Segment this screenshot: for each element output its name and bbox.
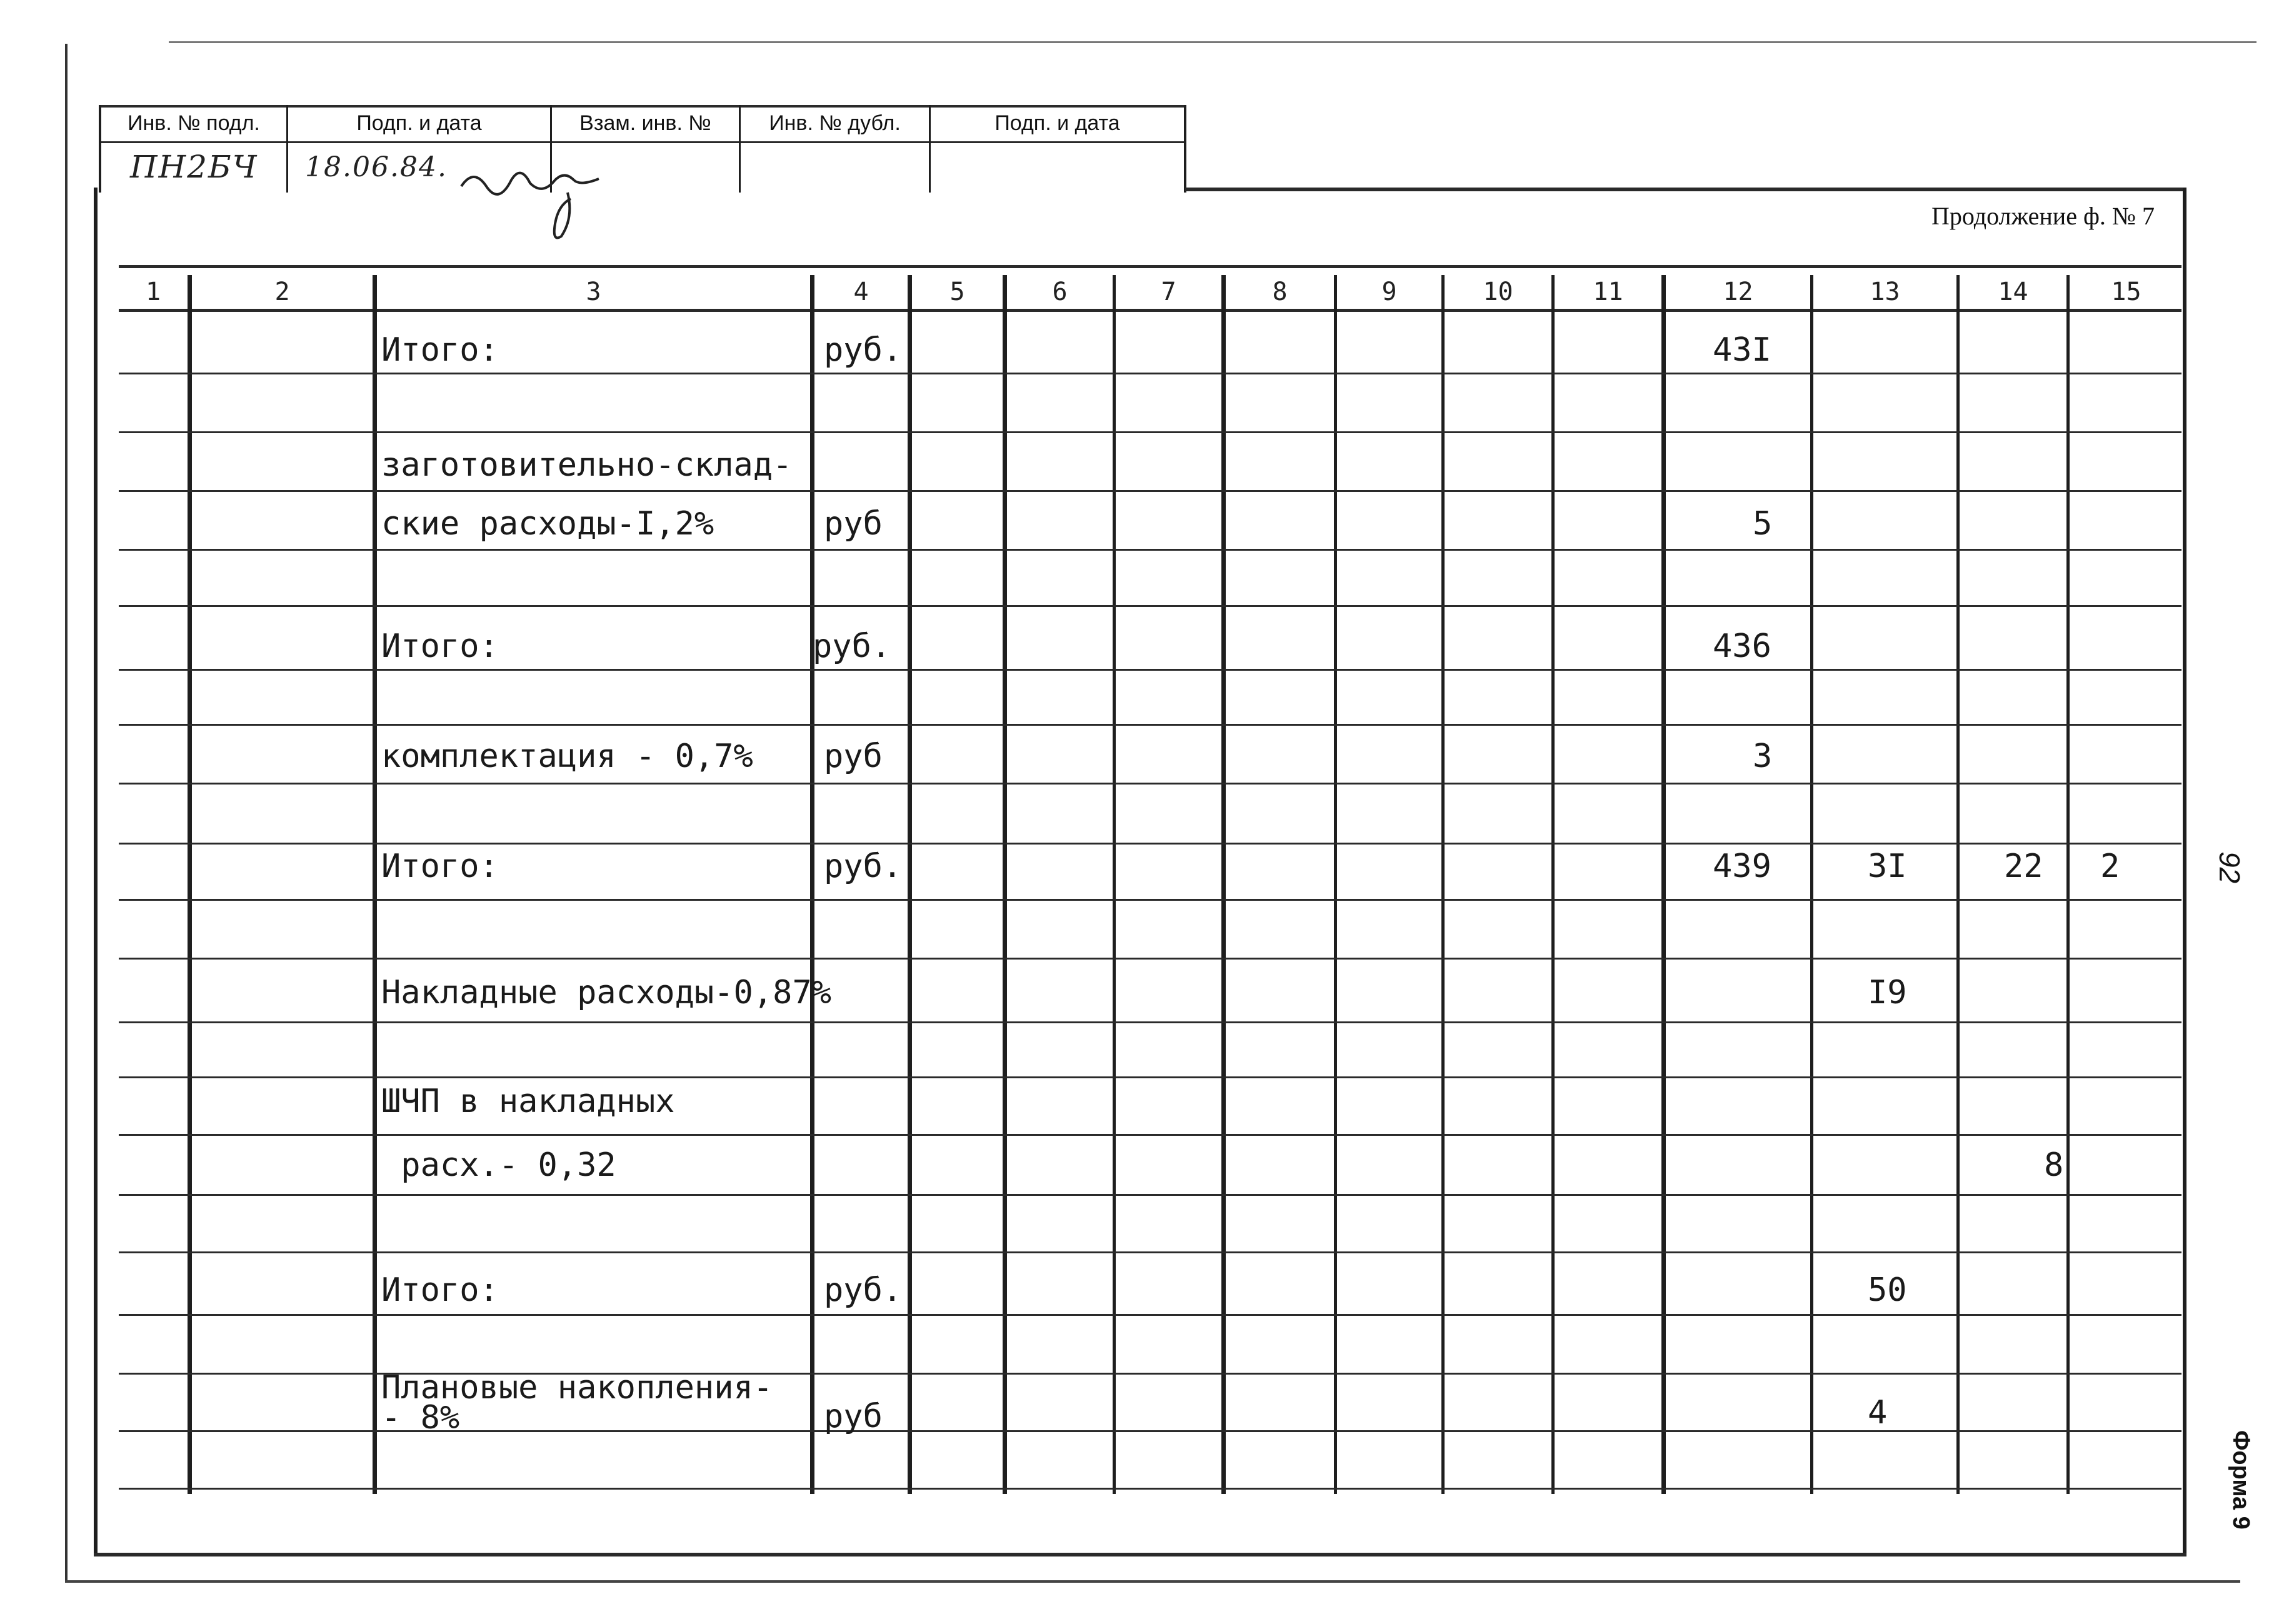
col-divider: [810, 275, 814, 1494]
form-frame-top: [1185, 188, 2185, 191]
col-number-5: 5: [949, 278, 965, 306]
stamp-header-podp-data-2: Подп. и дата: [994, 111, 1120, 135]
row-col14: 8: [2044, 1146, 2064, 1184]
row-col12: 439: [1713, 848, 1771, 885]
col-divider: [1661, 275, 1666, 1494]
col-divider: [908, 275, 912, 1494]
row-col12: 3: [1753, 738, 1773, 775]
row-col13: 3I: [1868, 848, 1907, 885]
page-number: 92: [2213, 851, 2246, 884]
row-desc: - 8%: [381, 1399, 460, 1436]
row-line: [119, 1194, 2181, 1196]
row-line: [119, 843, 2181, 845]
col-number-1: 1: [145, 278, 161, 306]
col-number-8: 8: [1272, 278, 1288, 306]
header-bottom-line: [119, 309, 2181, 312]
row-line: [119, 1076, 2181, 1078]
row-line: [119, 490, 2181, 492]
form-frame-bottom: [94, 1553, 2186, 1556]
col-number-3: 3: [586, 278, 601, 306]
col-divider: [188, 275, 192, 1494]
col-number-4: 4: [853, 278, 869, 306]
row-line: [119, 605, 2181, 607]
row-line: [119, 373, 2181, 374]
top-edge-line: [169, 41, 2256, 43]
col-divider: [1956, 275, 1960, 1494]
row-col12: 43I: [1713, 331, 1771, 369]
row-unit: руб.: [824, 848, 903, 885]
col-divider: [1810, 275, 1813, 1494]
col-number-15: 15: [2111, 278, 2141, 306]
col-number-14: 14: [1998, 278, 2028, 306]
row-desc: ские расходы-I,2%: [381, 505, 714, 543]
row-unit: руб: [824, 738, 883, 775]
row-unit: руб.: [813, 628, 891, 665]
stamp-header-inv-podl: Инв. № подл.: [128, 111, 260, 135]
continuation-label: Продолжение ф. № 7: [1931, 202, 2155, 230]
col-number-6: 6: [1052, 278, 1068, 306]
row-unit: руб: [824, 1398, 883, 1435]
col-number-2: 2: [274, 278, 290, 306]
row-col12: 5: [1753, 505, 1773, 543]
stamp-header-vzam-inv: Взам. инв. №: [579, 111, 711, 135]
row-col14: 22: [2004, 848, 2043, 885]
row-line: [119, 431, 2181, 433]
bottom-edge-line: [65, 1580, 2240, 1583]
col-number-7: 7: [1161, 278, 1176, 306]
stamp-date-value: 18.06.84.: [305, 151, 448, 183]
col-divider: [1113, 275, 1116, 1494]
row-col12: 436: [1713, 628, 1771, 665]
row-line: [119, 899, 2181, 901]
col-number-10: 10: [1483, 278, 1513, 306]
row-line: [119, 669, 2181, 671]
col-divider: [1441, 275, 1445, 1494]
form-frame-left: [94, 188, 98, 1556]
col-number-13: 13: [1870, 278, 1900, 306]
row-line: [119, 724, 2181, 726]
row-col15: 2: [2100, 848, 2120, 885]
row-desc: Накладные расходы-0,87%: [381, 974, 832, 1011]
row-line: [119, 958, 2181, 960]
row-line: [119, 549, 2181, 551]
row-line: [119, 1251, 2181, 1253]
row-desc: Плановые накопления-: [381, 1369, 773, 1406]
row-unit: руб.: [824, 331, 903, 369]
row-col13: 4: [1868, 1394, 1888, 1431]
row-desc: ШЧП в накладных: [381, 1083, 675, 1120]
row-desc: Итого:: [381, 331, 499, 369]
row-line: [119, 783, 2181, 784]
header-top-line: [119, 265, 2181, 268]
row-line: [119, 1314, 2181, 1316]
col-divider: [1551, 275, 1555, 1494]
col-divider: [373, 275, 377, 1494]
col-divider: [1334, 275, 1337, 1494]
row-unit: руб: [824, 505, 883, 543]
row-desc: комплектация - 0,7%: [381, 738, 753, 775]
row-desc: заготовительно-склад-: [381, 446, 793, 484]
row-line: [119, 1488, 2181, 1490]
stamp-header-podp-data-1: Подп. и дата: [356, 111, 482, 135]
col-divider: [1003, 275, 1007, 1494]
col-number-12: 12: [1723, 278, 1753, 306]
signature-scribble: [455, 155, 618, 243]
stamp-header-inv-dubl: Инв. № дубл.: [769, 111, 901, 135]
col-number-9: 9: [1381, 278, 1397, 306]
col-divider: [2066, 275, 2070, 1494]
stamp-block: [99, 105, 1186, 193]
form-frame-right: [2183, 188, 2186, 1556]
row-col13: I9: [1868, 974, 1907, 1011]
row-line: [119, 1021, 2181, 1023]
row-desc: Итого:: [381, 1271, 499, 1309]
row-col13: 50: [1868, 1271, 1907, 1309]
col-number-11: 11: [1593, 278, 1623, 306]
col-divider: [1221, 275, 1226, 1494]
row-line: [119, 1134, 2181, 1136]
row-desc: Итого:: [381, 848, 499, 885]
row-unit: руб.: [824, 1271, 903, 1309]
row-desc: расх.- 0,32: [381, 1146, 616, 1184]
left-edge-line: [65, 44, 68, 1581]
form-label: Форма 9: [2228, 1430, 2254, 1530]
row-desc: Итого:: [381, 628, 499, 665]
stamp-inv-number-value: ПН2БЧ: [130, 149, 258, 185]
